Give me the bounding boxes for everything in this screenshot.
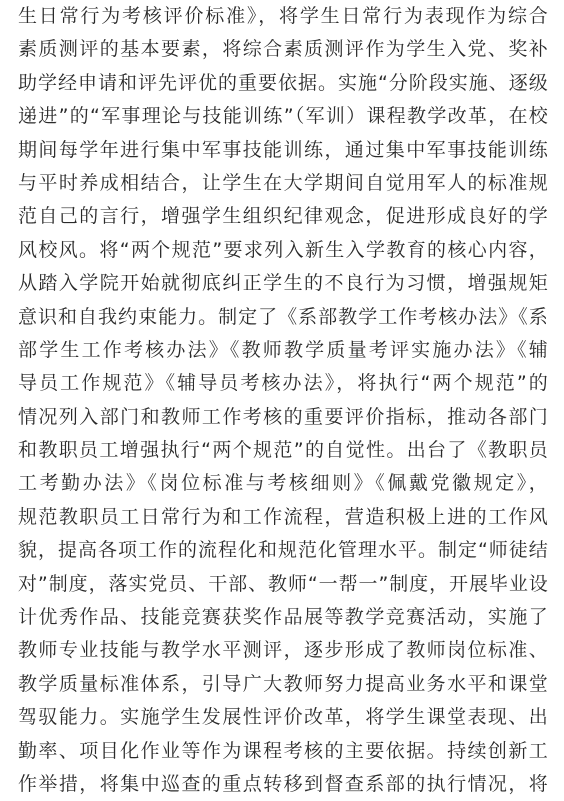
text-line: 素质测评的基本要素，将综合素质测评作为学生入党、奖补 — [18, 38, 548, 61]
text-line: 规范教职员工日常行为和工作流程，营造积极上进的工作风 — [18, 505, 548, 528]
text-line: 范自己的言行，增强学生组织纪律观念，促进形成良好的学 — [18, 205, 548, 228]
text-line: 导员工作规范》《辅导员考核办法》，将执行“两个规范”的 — [18, 372, 548, 395]
text-line: 计优秀作品、技能竞赛获奖作品展等教学竞赛活动，实施了 — [18, 606, 548, 629]
text-line: 貌，提高各项工作的流程化和规范化管理水平。制定“师徒结 — [18, 539, 548, 562]
text-line: 教师专业技能与教学水平测评，逐步形成了教师岗位标准、 — [18, 639, 548, 662]
text-line: 期间每学年进行集中军事技能训练，通过集中军事技能训练 — [18, 138, 548, 161]
text-line: 意识和自我约束能力。制定了《系部教学工作考核办法》《系 — [18, 305, 548, 328]
text-line: 生日常行为考核评价标准》，将学生日常行为表现作为综合 — [18, 5, 548, 27]
text-line: 教学质量标准体系，引导广大教师努力提高业务水平和课堂 — [18, 672, 548, 695]
text-line: 工考勤办法》《岗位标准与考核细则》《佩戴党徽规定》， — [18, 472, 548, 495]
text-line: 勤率、项目化作业等作为课程考核的主要依据。持续创新工 — [18, 739, 548, 762]
text-line: 风校风。将“两个规范”要求列入新生入学教育的核心内容， — [18, 238, 548, 261]
text-line: 和教职员工增强执行“两个规范”的自觉性。出台了《教职员 — [18, 439, 548, 462]
text-line: 从踏入学院开始就彻底纠正学生的不良行为习惯，增强规矩 — [18, 272, 548, 295]
text-line: 助学经申请和评先评优的重要依据。实施“分阶段实施、逐级 — [18, 71, 548, 94]
body-text — [18, 0, 548, 801]
text-line: 驾驭能力。实施学生发展性评价改革，将学生课堂表现、出 — [18, 706, 548, 729]
text-line: 情况列入部门和教师工作考核的重要评价指标，推动各部门 — [18, 405, 548, 428]
text-line: 作举措，将集中巡查的重点转移到督查系部的执行情况，将 — [18, 772, 548, 795]
text-line: 部学生工作考核办法》《教师教学质量考评实施办法》《辅 — [18, 338, 548, 361]
text-line: 与平时养成相结合，让学生在大学期间自觉用军人的标准规 — [18, 171, 548, 194]
text-line: 对”制度，落实党员、干部、教师“一帮一”制度，开展毕业设 — [18, 572, 548, 595]
text-line: 递进”的“军事理论与技能训练”（军训）课程教学改革，在校 — [18, 105, 548, 128]
